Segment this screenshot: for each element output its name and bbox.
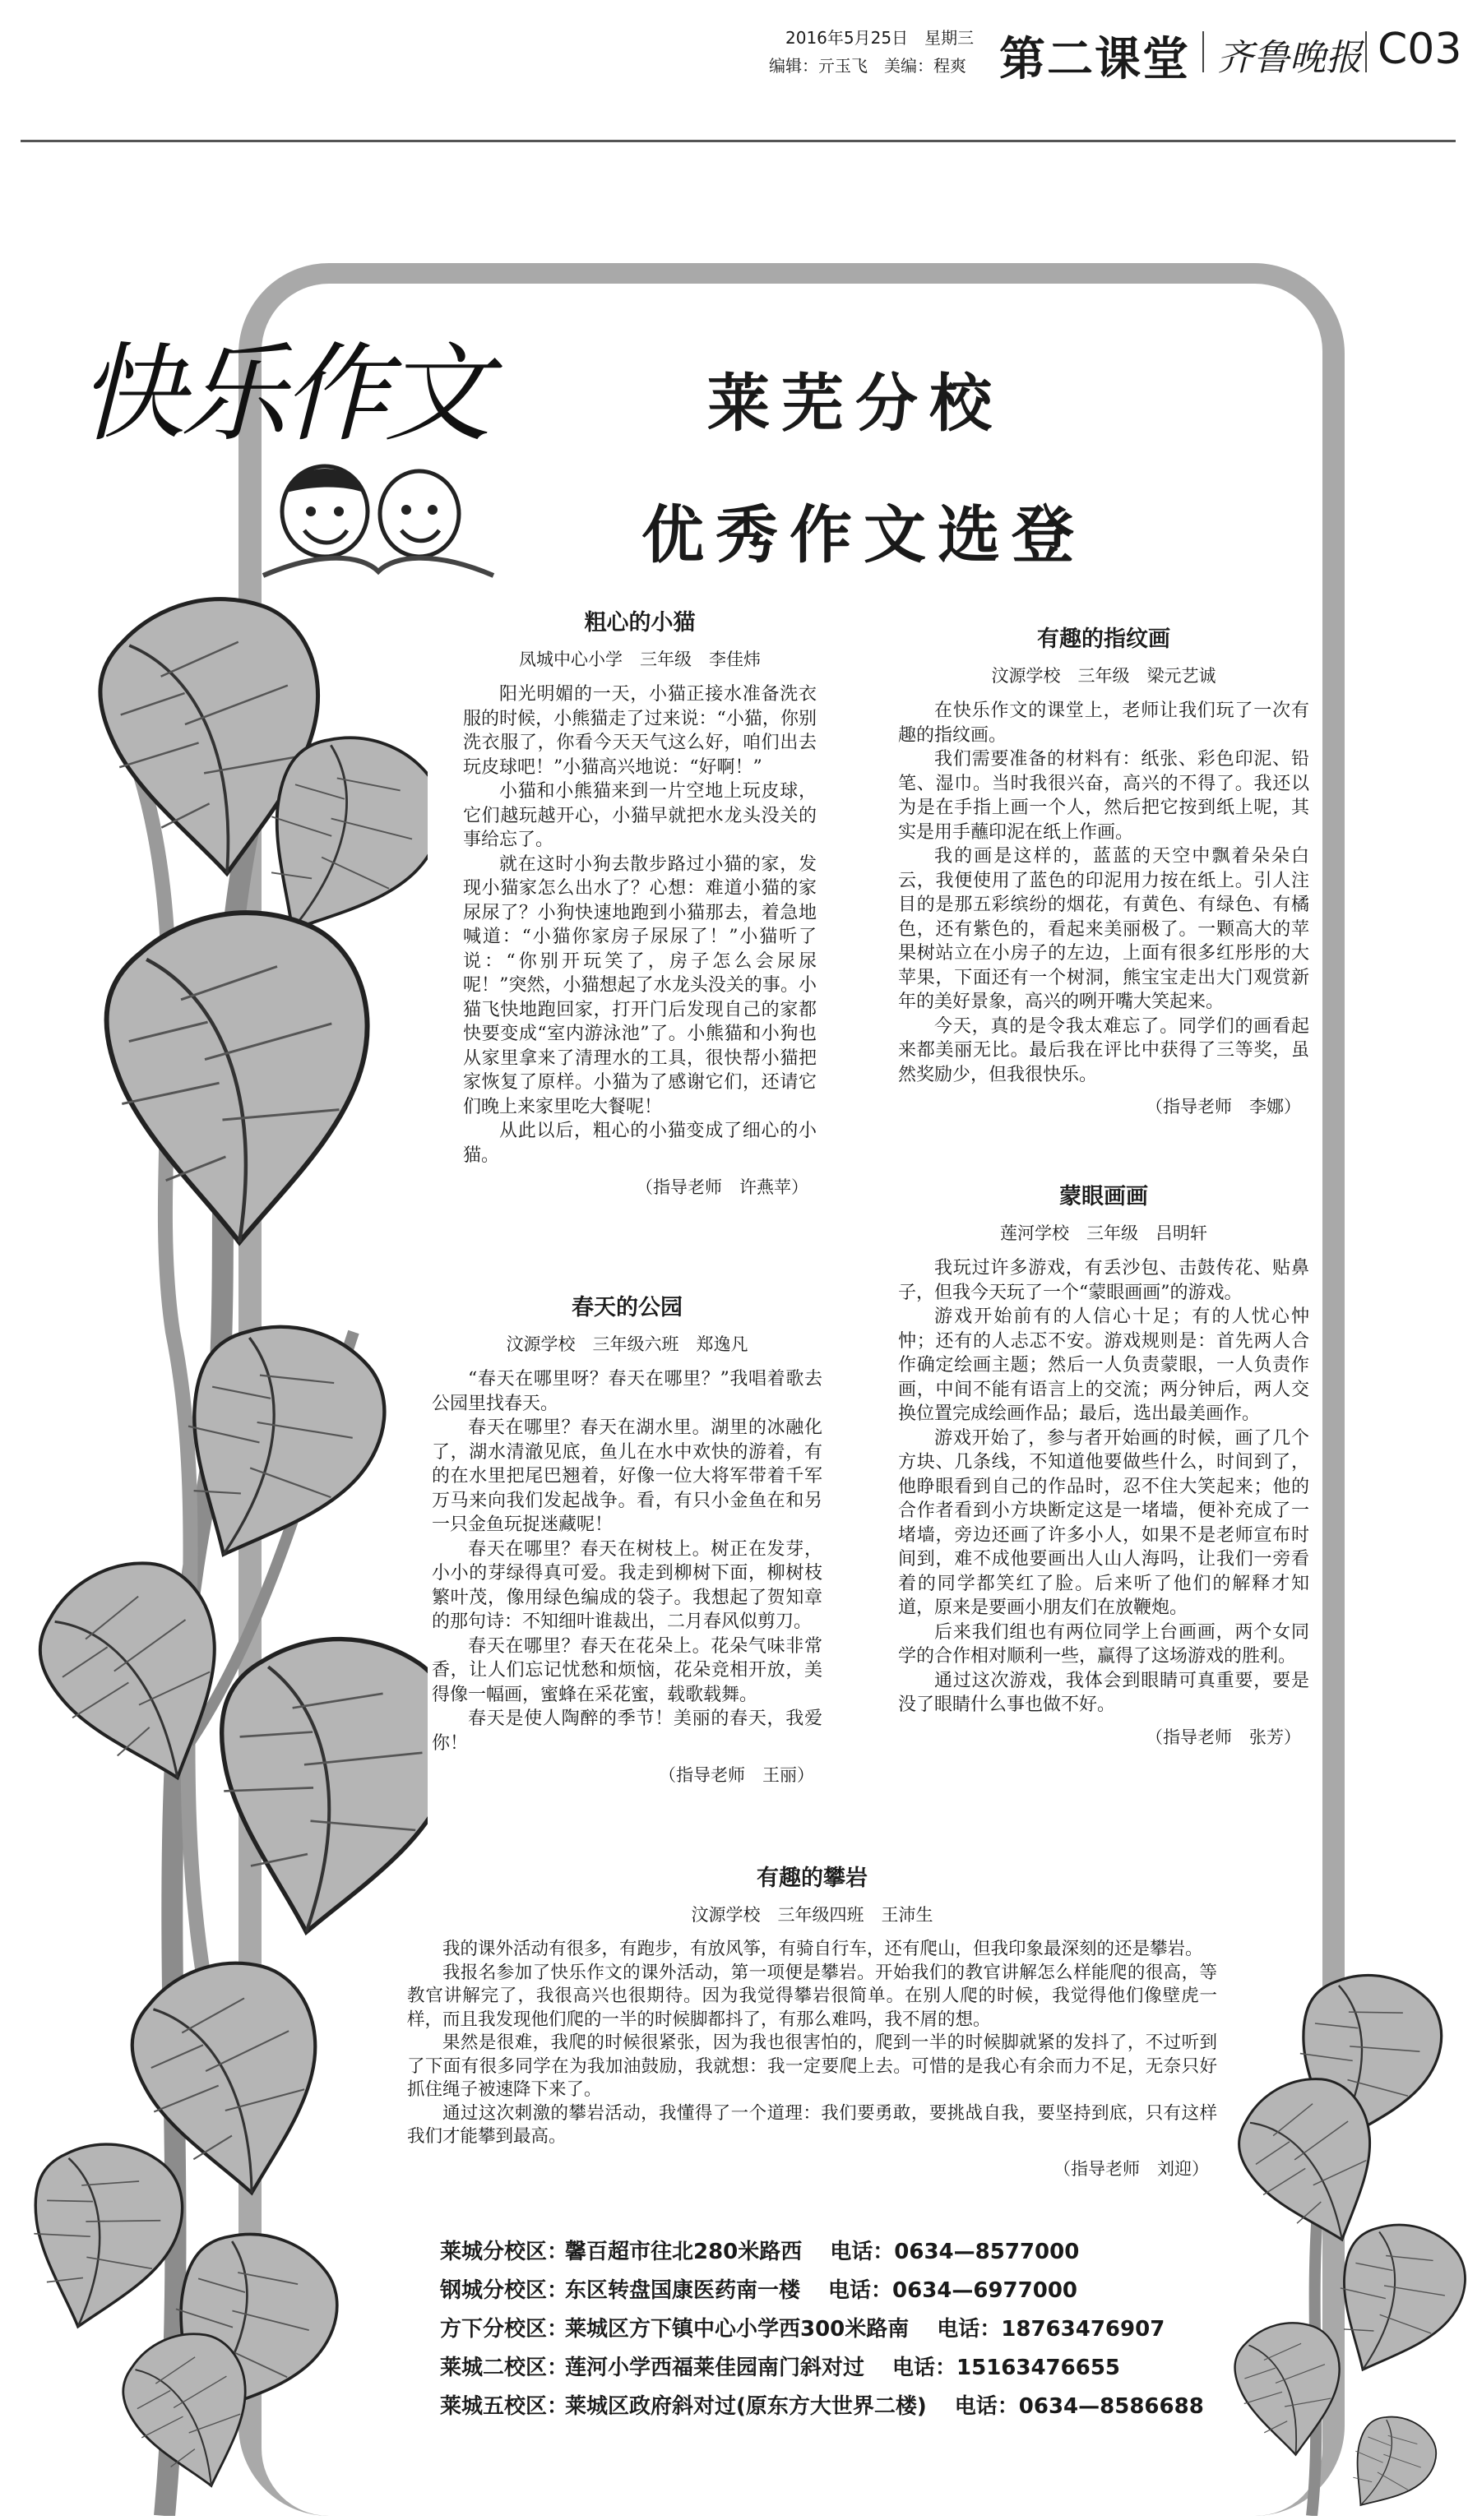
section-title: 第二课堂	[999, 33, 1190, 86]
campus-name: 钢城分校区：	[440, 2278, 569, 2303]
article-careless-kitten	[463, 604, 817, 1199]
article-paragraph: 春天在哪里？春天在湖水里。湖里的冰融化了，湖水清澈见底，鱼儿在水中欢快的游着，有的在水里把尾巴翘着，好像一位大将军带着千军万马来向我们发起战争。看，有只小金鱼在和另一只金鱼玩捉迷藏呢！	[432, 1417, 822, 1535]
article-rock-climbing	[407, 1860, 1217, 2180]
article-title: 春天的公园	[572, 1295, 683, 1320]
article-byline: 凤城中心小学 三年级 李佳炜	[519, 650, 761, 669]
article-paragraph: 通过这次刺激的攀岩活动，我懂得了一个道理：我们要勇敢，要挑战自我，要坚持到底，只有这样我们才能攀到最高。	[407, 2102, 1217, 2147]
header-rule	[21, 140, 1456, 142]
article-byline: 汶源学校 三年级六班 郑逸凡	[506, 1334, 748, 1354]
article-paragraph: “春天在哪里呀？春天在哪里？”我唱着歌去公园里找春天。	[432, 1369, 822, 1414]
contact-row	[440, 2389, 1204, 2428]
issue-date: 2016年5月25日 星期三	[785, 28, 975, 48]
leaf-vine-decoration-right	[1213, 1957, 1468, 2516]
article-paragraph: 我的画是这样的，蓝蓝的天空中飘着朵朵白云，我便使用了蓝色的印泥用力按在纸上。引人注目的是那五彩缤纷的烟花，有黄色、有绿色、有橘色，还有紫色的，看起来美丽极了。一颗高大的苹果树站立在小房子的左边，上面有很多红彤彤的大苹果，下面还有一个树洞，熊宝宝走出大门观赏新年的美好景象，高兴的咧开嘴大笑起来。	[898, 846, 1309, 1012]
campus-phone: 电话：0634—6977000	[828, 2278, 1078, 2303]
article-paragraph: 游戏开始了，参与者开始画的时候，画了几个方块、几条线，不知道他要做些什么，时间到了，他睁眼看到自己的作品时，忍不住大笑起来；他的合作者看到小方块断定这是一堵墙，便补充成了一堵墙，旁边还画了许多小人，如果不是老师宣布时间到，难不成他要画出人山人海吗，让我们一旁看着的同学都笑红了脸。后来听了他们的解释才知道，原来是要画小朋友们在放鞭炮。	[898, 1427, 1309, 1618]
article-paragraph: 春天是使人陶醉的季节！美丽的春天，我爱你！	[432, 1709, 822, 1754]
campus-name: 莱城分校区：	[440, 2240, 569, 2264]
article-byline: 汶源学校 三年级四班 王沛生	[691, 1905, 933, 1925]
article-paragraph: 今天，真的是令我太难忘了。同学们的画看起来都美丽无比。最后我在评比中获得了三等奖，虽然奖励少，但我很快乐。	[898, 1015, 1309, 1085]
banner-title: 莱芜分校	[707, 367, 1003, 440]
banner-subtitle: 优秀作文选登	[641, 498, 1086, 571]
article-paragraph: 游戏开始前有的人信心十足；有的人忧心忡忡；还有的人忐忑不安。游戏规则是：首先两人合作确定绘画主题；然后一人负责蒙眼，一人负责作画，中间不能有语言上的交流；两分钟后，两人交换位置完成绘画作品；最后，选出最美画作。	[898, 1306, 1309, 1424]
article-title: 有趣的指纹画	[1037, 627, 1170, 652]
campus-address: 馨百超市往北280米路西	[565, 2240, 803, 2264]
campus-address: 莱城区政府斜对过(原东方大世界二楼)	[565, 2394, 927, 2419]
article-paragraph: 后来我们组也有两位同学上台画画，两个女同学的合作相对顺利一些，赢得了这场游戏的胜利。	[898, 1621, 1309, 1667]
column-logo: 快乐作文	[78, 331, 487, 456]
article-fingerprint-painting	[898, 621, 1309, 1118]
article-paragraph: 阳光明媚的一天，小猫正接水准备洗衣服的时候，小熊猫走了过来说：“小猫，你别洗衣服了，你看今天天气这么好，咱们出去玩皮球吧！”小猫高兴地说：“好啊！”	[463, 684, 817, 778]
editor-credits: 编辑：亓玉飞 美编：程爽	[769, 56, 966, 76]
article-paragraph: 我玩过许多游戏，有丢沙包、击鼓传花、贴鼻子，但我今天玩了一个“蒙眼画画”的游戏。	[898, 1258, 1309, 1303]
article-paragraph: 就在这时小狗去散步路过小猫的家，发现小猫家怎么出水了？心想：难道小猫的家尿尿了？小狗快速地跑到小猫那去，着急地喊道：“小猫你家房子尿尿了！”小猫听了说：“你别开玩笑了，房子怎么会尿尿呢！”突然，小猫想起了水龙头没关的事。小猫飞快地跑回家，打开门后发现自己的家都快要变成“室内游泳池”了。小熊猫和小狗也从家里拿来了清理水的工具，很快帮小猫把家恢复了原样。小猫为了感谢它们，还请它们晚上来家里吃大餐呢！	[463, 853, 817, 1117]
campus-phone: 电话：15163476655	[892, 2356, 1121, 2380]
campus-phone: 电话：0634—8586688	[954, 2394, 1204, 2419]
leaf-vine-decoration	[0, 592, 428, 2516]
campus-address: 莱城区方下镇中心小学西300米路南	[565, 2317, 910, 2342]
campus-address: 莲河小学西福莱佳园南门斜对过	[565, 2356, 865, 2380]
article-teacher: （指导老师 张芳）	[1146, 1727, 1301, 1747]
header-divider	[1202, 31, 1204, 72]
article-blindfold-drawing	[898, 1178, 1309, 1749]
article-paragraph: 我们需要准备的材料有：纸张、彩色印泥、铅笔、湿巾。当时我很兴奋，高兴的不得了。我还以为是在手指上画一个人，然后把它按到纸上呢，其实是用手蘸印泥在纸上作画。	[898, 749, 1309, 843]
campus-name: 方下分校区：	[440, 2317, 569, 2342]
article-spring-park	[432, 1289, 822, 1787]
article-teacher: （指导老师 许燕苹）	[636, 1177, 808, 1197]
contact-row	[440, 2235, 1204, 2273]
article-teacher: （指导老师 刘迎）	[1054, 2158, 1209, 2179]
article-paragraph: 通过这次游戏，我体会到眼睛可真重要，要是没了眼睛什么事也做不好。	[898, 1670, 1309, 1715]
article-teacher: （指导老师 王丽）	[659, 1765, 814, 1785]
article-title: 有趣的攀岩	[757, 1866, 868, 1891]
campus-address: 东区转盘国康医药南一楼	[565, 2278, 801, 2303]
campus-phone: 电话：18763476907	[937, 2317, 1165, 2342]
article-byline: 汶源学校 三年级 梁元艺诚	[991, 666, 1216, 686]
campus-name: 莱城五校区：	[440, 2394, 569, 2419]
article-title: 蒙眼画画	[1059, 1184, 1148, 1209]
article-paragraph: 从此以后，粗心的小猫变成了细心的小猫。	[463, 1121, 817, 1166]
page-number: C03	[1378, 25, 1462, 74]
article-paragraph: 果然是很难，我爬的时候很紧张，因为我也很害怕的，爬到一半的时候脚就紧的发抖了，不过听到了下面有很多同学在为我加油鼓励，我就想：我一定要爬上去。可惜的是我心有余而力不足，无奈只好抓住绳子被速降下来了。	[407, 2032, 1217, 2100]
article-paragraph: 在快乐作文的课堂上，老师让我们玩了一次有趣的指纹画。	[898, 701, 1309, 746]
article-byline: 莲河学校 三年级 吕明轩	[1000, 1223, 1207, 1243]
contact-row	[440, 2273, 1204, 2312]
campus-contact-list	[440, 2235, 1204, 2428]
article-teacher: （指导老师 李娜）	[1146, 1097, 1301, 1117]
newspaper-name: 齐鲁晚报	[1217, 37, 1362, 79]
contact-row	[440, 2351, 1204, 2389]
article-paragraph: 春天在哪里？春天在树枝上。树正在发芽，小小的芽绿得真可爱。我走到柳树下面，柳树枝繁叶茂，像用绿色编成的袋子。我想起了贺知章的那句诗：不知细叶谁裁出，二月春风似剪刀。	[432, 1538, 822, 1632]
campus-name: 莱城二校区：	[440, 2356, 569, 2380]
article-paragraph: 我的课外活动有很多，有跑步，有放风筝，有骑自行车，还有爬山，但我印象最深刻的还是攀岩。	[442, 1939, 1203, 1959]
article-title: 粗心的小猫	[584, 610, 696, 636]
article-paragraph: 春天在哪里？春天在花朵上。花朵气味非常香，让人们忘记忧愁和烦恼，花朵竞相开放，美得像一幅画，蜜蜂在采花蜜，载歌载舞。	[432, 1635, 822, 1705]
contact-row	[440, 2312, 1204, 2351]
article-paragraph: 小猫和小熊猫来到一片空地上玩皮球，它们越玩越开心，小猫早就把水龙头没关的事给忘了。	[463, 781, 817, 850]
smiling-faces-logo-icon	[255, 460, 502, 584]
campus-phone: 电话：0634—8577000	[830, 2240, 1080, 2264]
header-divider	[1365, 31, 1367, 72]
article-paragraph: 我报名参加了快乐作文的课外活动，第一项便是攀岩。开始我们的教官讲解怎么样能爬的很高，等教官讲解完了，我很高兴也很期待。因为我觉得攀岩很简单。在别人爬的时候，我觉得他们像壁虎一样，而且我发现他们爬的一半的时候脚都抖了，有那么难吗，我不屑的想。	[407, 1962, 1217, 2030]
